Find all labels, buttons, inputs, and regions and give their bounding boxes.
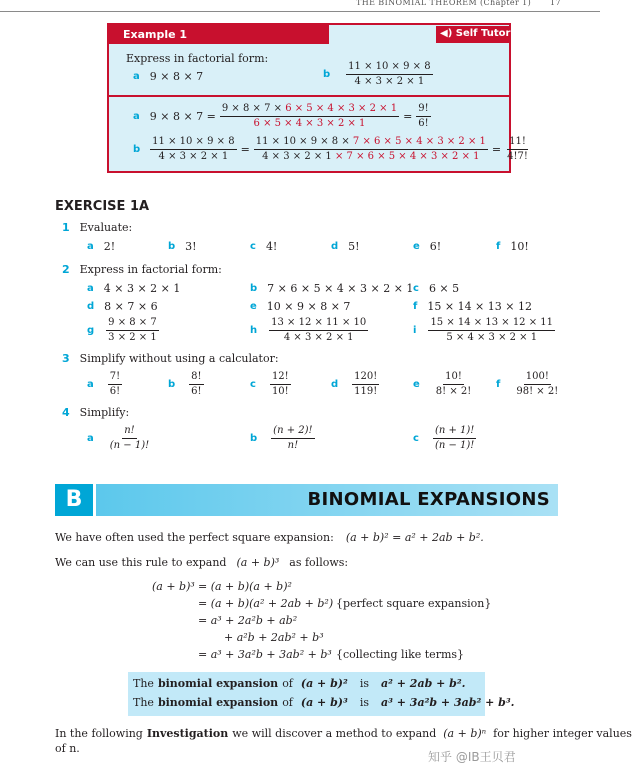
q3-part-d — [331, 371, 379, 397]
frac-num-red: 6 × 5 × 4 × 3 × 2 × 1 — [285, 103, 398, 114]
part-label: a — [133, 71, 140, 82]
derivation-note-2: {collecting like terms} — [336, 648, 465, 661]
frac-den: 5 × 4 × 3 × 2 × 1 — [446, 331, 538, 343]
solution-b-result — [505, 136, 530, 162]
part-value: 10 × 9 × 8 × 7 — [266, 300, 351, 313]
q2-g-frac — [106, 317, 159, 343]
frac-num: 11 × 10 × 9 × 8 — [150, 136, 236, 150]
part-label: a — [87, 283, 94, 294]
paragraph-text: We have often used the perfect square expansion: — [55, 531, 334, 544]
q2-part-b — [250, 282, 413, 295]
frac-den: 4 × 3 × 2 × 1 — [283, 331, 354, 343]
q2-part-f — [413, 300, 532, 313]
paragraph-text: as follows: — [289, 556, 349, 569]
frac-den: 4 × 3 × 2 × 1 — [354, 75, 425, 87]
summary-text: The — [133, 696, 154, 709]
part-value: 7 × 6 × 5 × 4 × 3 × 2 × 1 — [267, 282, 414, 295]
frac-den: 119! — [354, 385, 378, 397]
watermark: 知乎 @IB王贝君 — [428, 750, 516, 764]
running-header — [0, 0, 600, 12]
q2-part-e — [250, 300, 350, 313]
frac-num: 12! — [270, 371, 291, 385]
example-prompt: Express in factorial form: — [126, 52, 269, 65]
frac-num: 15 × 14 × 13 × 12 × 11 — [428, 317, 555, 331]
frac-num: 13 × 12 × 11 × 10 — [269, 317, 368, 331]
summary-box — [128, 672, 515, 716]
part-value: 6! — [429, 240, 442, 253]
summary-text: The — [133, 677, 154, 690]
frac-den: 4 × 3 × 2 × 1 — [158, 150, 229, 162]
part-label: a — [87, 432, 94, 444]
question-3 — [62, 352, 279, 365]
frac-den: 6! — [109, 385, 121, 397]
question-2 — [62, 263, 222, 276]
part-label: c — [413, 283, 419, 294]
part-label: b — [250, 432, 258, 444]
part-label: b — [323, 68, 331, 80]
part-value: 2! — [103, 240, 116, 253]
q4-part-c — [413, 425, 476, 451]
frac-num: (n + 2)! — [271, 425, 314, 439]
q2-part-c — [413, 282, 459, 295]
frac-den-red: 6 × 5 × 4 × 3 × 2 × 1 — [253, 117, 366, 129]
derivation-line-2: = (a + b)(a² + 2ab + b²) — [198, 597, 334, 610]
q3-part-a — [87, 371, 122, 397]
solution-b — [133, 136, 530, 162]
section-letter: B — [55, 484, 93, 516]
summary-bold: binomial expansion — [157, 696, 279, 709]
solution-b-frac1 — [150, 136, 236, 162]
question-text: Evaluate: — [79, 221, 133, 234]
frac-den: (n − 1)! — [109, 439, 150, 451]
example-question — [109, 25, 509, 97]
derivation-lhs: (a + b)³ — [152, 580, 195, 593]
frac-den: 98! × 2! — [516, 385, 559, 397]
part-value: 3! — [185, 240, 197, 253]
frac-num: 100! — [524, 371, 551, 385]
frac-den: 8! × 2! — [435, 385, 472, 397]
part-label: c — [250, 241, 256, 252]
q2-part-d — [87, 300, 158, 313]
part-value: 8 × 7 × 6 — [104, 300, 158, 313]
summary-text: of — [282, 677, 293, 690]
question-number: 1 — [62, 221, 70, 234]
summary-text: is — [359, 677, 369, 690]
solution-a-lhs: 9 × 8 × 7 = — [149, 109, 216, 123]
question-number: 2 — [62, 263, 70, 276]
solution-a-result — [416, 103, 430, 129]
q2-part-i — [413, 317, 555, 343]
part-label: b — [168, 378, 176, 390]
frac-num: 9 × 8 × 7 — [106, 317, 159, 331]
running-title: THE BINOMIAL THEOREM (Chapter 1) — [356, 0, 532, 7]
part-label: d — [331, 241, 339, 252]
frac-den: 3 × 2 × 1 — [108, 331, 157, 343]
frac-num: 11! — [507, 136, 528, 150]
q3-a-frac — [108, 371, 122, 397]
derivation-note-1: {perfect square expansion} — [336, 597, 492, 610]
example-title: Example 1 — [109, 25, 329, 44]
example-box — [107, 23, 528, 173]
part-label: i — [413, 324, 417, 336]
part-label: f — [496, 241, 501, 252]
paragraph-3 — [55, 727, 632, 740]
part-label: b — [133, 143, 141, 155]
frac-den: 4!7! — [507, 150, 528, 162]
part-label: b — [250, 283, 258, 294]
summary-bold: binomial expansion — [157, 677, 279, 690]
part-label: c — [413, 432, 419, 444]
summary-line-1 — [133, 677, 466, 690]
q4-b-frac — [271, 425, 314, 451]
speaker-icon: ◀) — [440, 28, 453, 39]
q3-b-frac — [189, 371, 203, 397]
paragraph-2 — [55, 556, 348, 569]
part-value: 6 × 5 — [428, 282, 460, 295]
self-tutor-label: Self Tutor — [455, 28, 511, 39]
summary-result: a² + 2ab + b². — [380, 677, 466, 690]
part-value: 5! — [348, 240, 360, 253]
example-a-expr: 9 × 8 × 7 — [149, 70, 204, 83]
frac-num: 10! — [443, 371, 464, 385]
equals: = — [240, 142, 250, 156]
q2-part-g — [87, 317, 159, 343]
part-label: h — [250, 324, 258, 336]
part-label: a — [87, 378, 94, 390]
solution-b-frac2 — [254, 136, 488, 162]
question-number: 4 — [62, 406, 70, 419]
frac-num-black: 11 × 10 × 9 × 8 × — [255, 136, 350, 147]
question-text: Simplify: — [79, 406, 130, 419]
inline-math: (a + b)ⁿ — [443, 727, 487, 740]
part-value: 4! — [265, 240, 278, 253]
part-value: 4 × 3 × 2 × 1 — [103, 282, 181, 295]
summary-text: of — [282, 696, 293, 709]
question-text: Express in factorial form: — [79, 263, 222, 276]
part-label: b — [168, 241, 176, 252]
part-label: f — [496, 378, 501, 390]
derivation-line-5: = a³ + 3a²b + 3ab² + b³ — [198, 648, 332, 661]
q1-part-a — [87, 240, 115, 253]
exercise-title: EXERCISE 1A — [55, 199, 150, 214]
inline-math: (a + b)² = a² + 2ab + b². — [345, 531, 484, 544]
frac-den: 6! — [191, 385, 202, 397]
q3-e-frac — [434, 371, 474, 397]
frac-den-red: × 7 × 6 × 5 × 4 × 3 × 2 × 1 — [335, 150, 480, 162]
derivation-line-4: + a²b + 2ab² + b³ — [224, 631, 324, 644]
q3-f-frac — [514, 371, 560, 397]
q3-part-c — [250, 371, 291, 397]
question-4 — [62, 406, 129, 419]
part-label: d — [331, 378, 339, 390]
question-text: Simplify without using a calculator: — [79, 352, 279, 365]
part-label: f — [413, 301, 418, 312]
q2-h-frac — [269, 317, 368, 343]
part-label: a — [133, 110, 140, 122]
frac-den: (n − 1)! — [434, 439, 475, 451]
paragraph-text: We can use this rule to expand — [55, 556, 227, 569]
summary-line-2 — [133, 696, 514, 709]
q4-a-frac — [108, 425, 151, 451]
frac-den: n! — [287, 439, 299, 451]
frac-num: 120! — [352, 371, 379, 385]
q1-part-c — [250, 240, 277, 253]
frac-num: 8! — [189, 371, 203, 385]
part-value: 15 × 14 × 13 × 12 — [427, 300, 532, 313]
example-part-a — [133, 70, 203, 83]
paragraph-text: we will discover a method to expand — [232, 727, 437, 740]
frac-num: 11 × 10 × 9 × 8 — [346, 61, 432, 75]
frac-num-black: 9 × 8 × 7 × — [221, 103, 283, 114]
question-number: 3 — [62, 352, 70, 365]
summary-expr: (a + b)² — [300, 677, 348, 690]
part-label: e — [250, 301, 257, 312]
derivation-line-1: = (a + b)(a + b)² — [198, 580, 292, 593]
paragraph-text: for higher integer values — [493, 727, 632, 740]
q3-part-f — [496, 371, 560, 397]
q4-part-b — [250, 425, 315, 451]
q1-part-e — [413, 240, 441, 253]
q3-part-b — [168, 371, 204, 397]
solution-a-frac — [220, 103, 399, 129]
part-label: g — [87, 324, 95, 336]
q4-c-frac — [433, 425, 476, 451]
paragraph-3-end: of n. — [55, 742, 80, 755]
part-label: c — [250, 378, 256, 390]
q2-part-a — [87, 282, 180, 295]
part-label: d — [87, 301, 95, 312]
q3-part-e — [413, 371, 473, 397]
summary-result: a³ + 3a²b + 3ab² + b³. — [380, 696, 515, 709]
page-number: 17 — [550, 0, 561, 7]
paragraph-text: In the following — [55, 727, 143, 740]
self-tutor-button[interactable] — [436, 26, 509, 43]
frac-num-red: 7 × 6 × 5 × 4 × 3 × 2 × 1 — [352, 136, 486, 147]
q2-part-h — [250, 317, 368, 343]
question-1 — [62, 221, 132, 234]
frac-den: 6! — [418, 117, 429, 129]
q4-part-a — [87, 425, 151, 451]
section-title: BINOMIAL EXPANSIONS — [307, 489, 550, 510]
derivation-line-3: = a³ + 2a²b + ab² — [198, 614, 298, 627]
example-part-b — [323, 61, 433, 87]
paragraph-bold: Investigation — [146, 727, 229, 740]
summary-text: is — [359, 696, 369, 709]
frac-num: (n + 1)! — [433, 425, 476, 439]
section-banner — [96, 484, 558, 516]
q1-part-d — [331, 240, 360, 253]
equals: = — [403, 109, 413, 123]
q1-part-b — [168, 240, 197, 253]
frac-num: n! — [122, 425, 136, 439]
frac-num: 7! — [108, 371, 122, 385]
frac-den-black: 4 × 3 × 2 × 1 — [262, 150, 332, 162]
paragraph-1 — [55, 531, 484, 544]
q3-c-frac — [270, 371, 291, 397]
q3-d-frac — [352, 371, 379, 397]
example-b-frac — [346, 61, 432, 87]
summary-expr: (a + b)³ — [300, 696, 348, 709]
equals: = — [491, 142, 502, 156]
frac-num: 9! — [416, 103, 430, 117]
q2-i-frac — [428, 317, 555, 343]
part-label: a — [87, 241, 94, 252]
part-value: 10! — [510, 240, 529, 253]
inline-math: (a + b)³ — [236, 556, 280, 569]
q1-part-f — [496, 240, 529, 253]
part-label: e — [413, 378, 420, 390]
frac-den: 10! — [271, 385, 289, 397]
solution-a — [133, 103, 431, 129]
part-label: e — [413, 241, 420, 252]
